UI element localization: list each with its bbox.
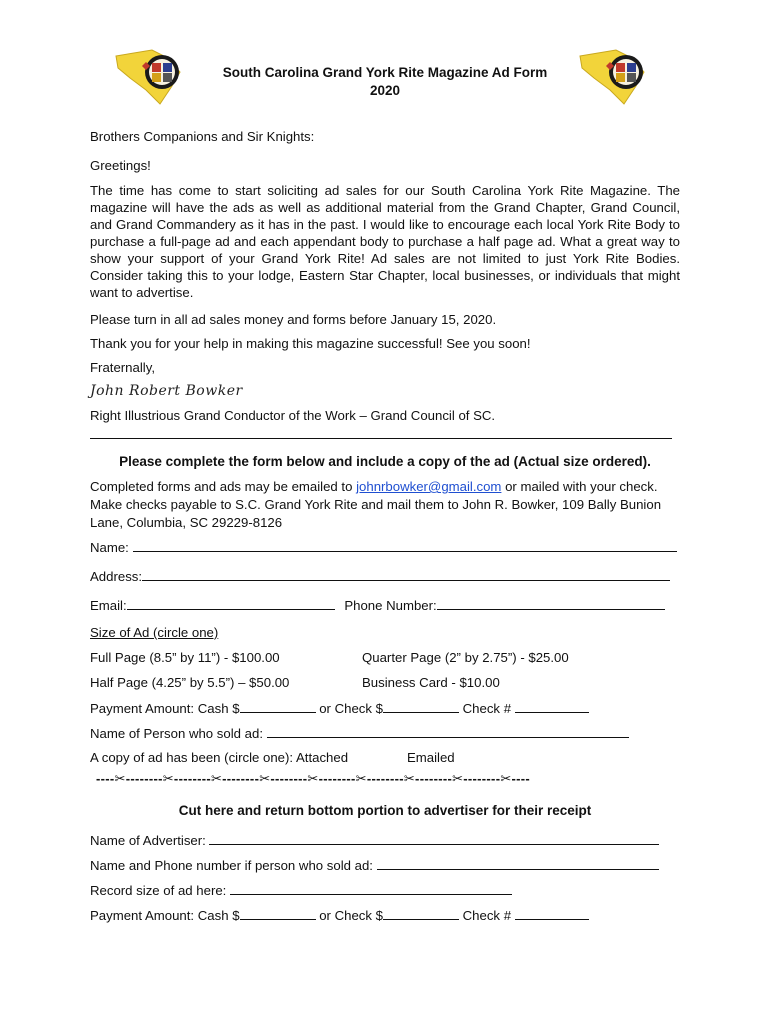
greeting: Greetings! <box>90 158 151 173</box>
advertiser-row <box>90 831 659 849</box>
address-field[interactable] <box>142 567 670 581</box>
email-phone-row <box>90 596 665 614</box>
receipt-heading: Cut here and return bottom portion to advertiser for their receipt <box>178 803 592 818</box>
check-number-label: Check # <box>458 701 515 716</box>
sold-by-field[interactable] <box>267 724 629 738</box>
receipt-payment-label: Payment Amount: Cash $ <box>90 908 240 923</box>
advertiser-field[interactable] <box>209 831 659 845</box>
receipt-cash-field[interactable] <box>240 906 316 920</box>
signature: John Robert Bowker <box>90 383 243 399</box>
receipt-payment-row <box>90 906 589 924</box>
seller-field[interactable] <box>377 856 659 870</box>
deadline-text: Please turn in all ad sales money and forms before January 15, 2020. <box>90 312 497 327</box>
instructions-line-3: Lane, Columbia, SC 29229-8126 <box>90 515 283 530</box>
copy-emailed-option[interactable]: Emailed <box>407 750 455 765</box>
receipt-check-amount-field[interactable] <box>383 906 459 920</box>
title-line-1: South Carolina Grand York Rite Magazine Ad Form <box>222 65 548 80</box>
form-title <box>170 64 600 100</box>
instructions-line-1 <box>90 478 658 495</box>
instructions-line-2: Make checks payable to S.C. Grand York Rite and mail them to John R. Bowker, 109 Bally Bunion <box>90 497 662 512</box>
seller-row <box>90 856 659 874</box>
copy-attached-option[interactable]: A copy of ad has been (circle one): Attached <box>90 750 349 765</box>
record-size-field[interactable] <box>230 881 512 895</box>
payment-label: Payment Amount: Cash $ <box>90 701 240 716</box>
payment-row <box>90 699 589 717</box>
letter-body: The time has come to start soliciting ad sales for our South Carolina York Rite Magazine. The magazine will have the ads as well as additional material from the Grand Chapter, Grand Council, and Grand Commandery as it has in the past. I would like to encourage each local York Rite Body to purchase a full-page ad and each appendant body to purchase a half page ad. What a great way to show your support of your Grand York Rite! Ad sales are not limited to just York Rite Bodies. Consider taking this to your lodge, Eastern Star Chapter, local businesses, or individuals that might want to advertise. <box>90 183 680 300</box>
instructions-text-end: or mailed with your check. <box>501 479 658 494</box>
receipt-or-check-label: or Check $ <box>315 908 383 923</box>
name-row <box>90 538 677 556</box>
phone-label: Phone Number: <box>344 598 437 613</box>
name-label: Name: <box>90 540 133 555</box>
name-field[interactable] <box>133 538 677 552</box>
form-instruction-heading: Please complete the form below and include a copy of the ad (Actual size ordered). <box>119 454 651 469</box>
address-row <box>90 567 670 585</box>
record-size-label: Record size of ad here: <box>90 883 231 898</box>
salutation: Brothers Companions and Sir Knights: <box>90 129 315 144</box>
size-option-half[interactable]: Half Page (4.25” by 5.5”) – $50.00 <box>90 675 290 690</box>
sold-by-row <box>90 724 629 742</box>
size-heading: Size of Ad (circle one) <box>90 625 219 640</box>
size-option-card[interactable]: Business Card - $10.00 <box>362 675 500 690</box>
email-label: Email: <box>90 598 127 613</box>
closing: Fraternally, <box>90 360 155 375</box>
size-option-quarter[interactable]: Quarter Page (2” by 2.75”) - $25.00 <box>362 650 569 665</box>
check-number-field[interactable] <box>515 699 589 713</box>
title-year: 2020 <box>369 83 401 98</box>
email-field[interactable] <box>127 596 335 610</box>
thanks-text: Thank you for your help in making this magazine successful! See you soon! <box>90 336 531 351</box>
advertiser-label: Name of Advertiser: <box>90 833 210 848</box>
signer-title: Right Illustrious Grand Conductor of the Work – Grand Council of SC. <box>90 408 496 423</box>
receipt-check-number-label: Check # <box>458 908 515 923</box>
phone-field[interactable] <box>437 596 665 610</box>
seller-label: Name and Phone number if person who sold ad: <box>90 858 377 873</box>
check-amount-field[interactable] <box>383 699 459 713</box>
cut-line: ----✂--------✂--------✂--------✂--------✂--------✂--------✂--------✂--------✂---- <box>96 771 531 786</box>
sold-by-label: Name of Person who sold ad: <box>90 726 267 741</box>
instructions-text: Completed forms and ads may be emailed to <box>90 479 357 494</box>
size-option-full[interactable]: Full Page (8.5” by 11”) - $100.00 <box>90 650 280 665</box>
address-label: Address: <box>90 569 143 584</box>
email-link[interactable]: johnrbowker@gmail.com <box>356 479 502 494</box>
record-size-row <box>90 881 512 899</box>
or-check-label: or Check $ <box>315 701 383 716</box>
divider <box>90 438 672 439</box>
cash-field[interactable] <box>240 699 316 713</box>
receipt-check-number-field[interactable] <box>515 906 589 920</box>
